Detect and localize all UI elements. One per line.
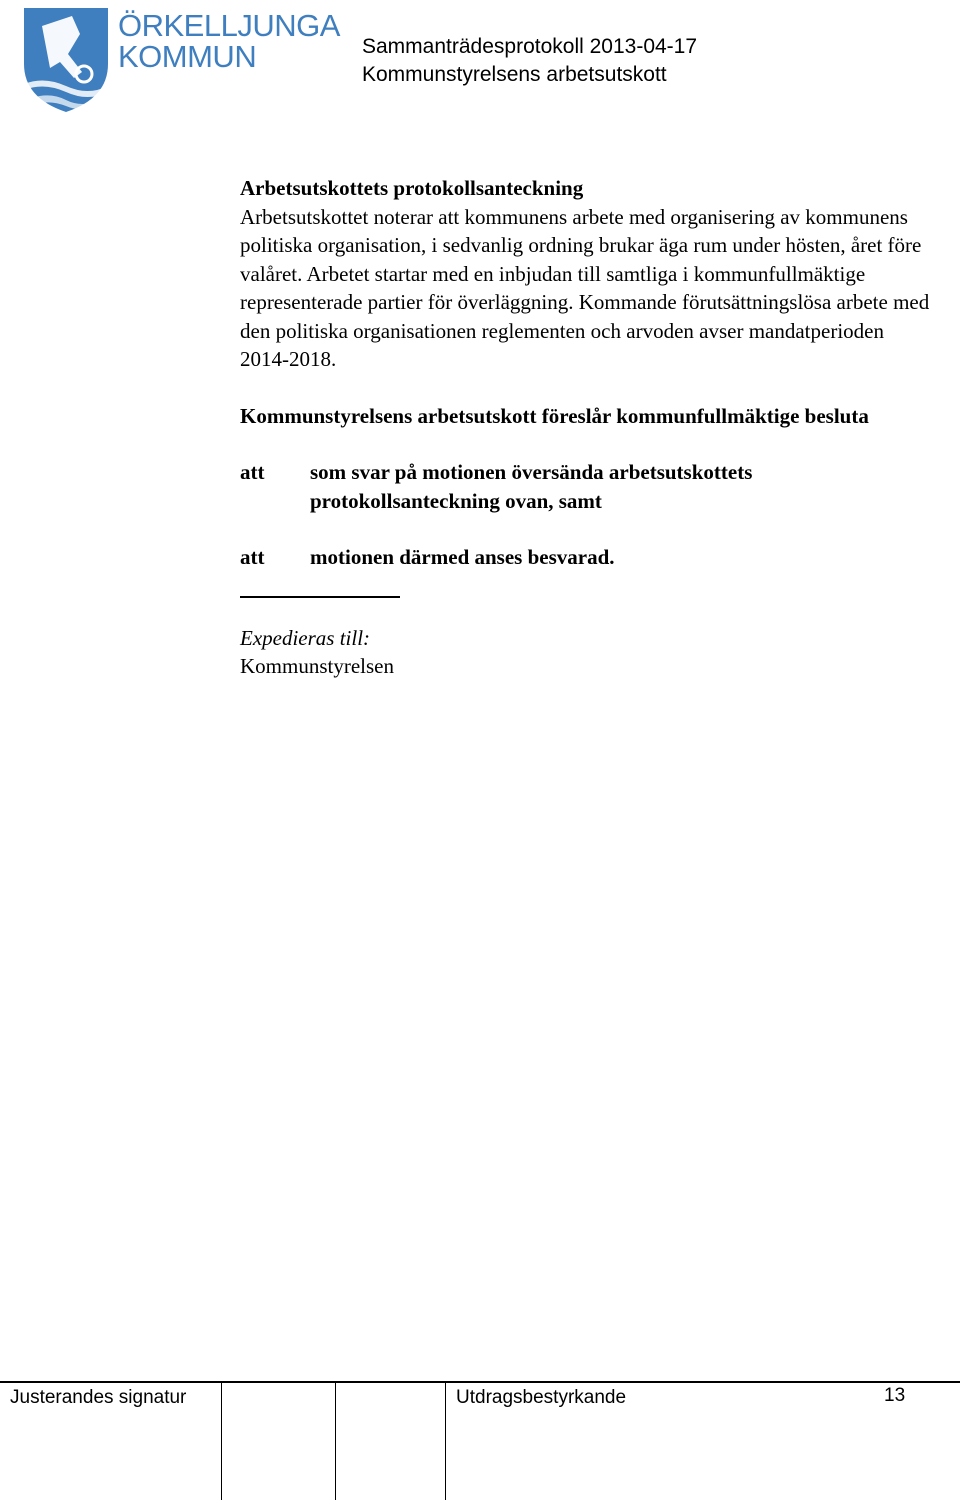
att-label: att xyxy=(240,460,265,484)
coat-of-arms-icon xyxy=(20,6,112,114)
kommun-logo xyxy=(20,6,340,116)
document-body xyxy=(240,174,930,681)
separator-line xyxy=(240,596,400,598)
footer-divider xyxy=(445,1383,446,1500)
header-title: Sammanträdesprotokoll 2013-04-17 xyxy=(362,35,698,58)
document-header xyxy=(362,33,697,89)
logo-line-2: KOMMUN xyxy=(118,39,257,74)
footer-divider xyxy=(335,1383,336,1500)
footer-divider xyxy=(221,1383,222,1500)
body-paragraph: Arbetsutskottet noterar att kommunens arbete med organisering av kommunens politiska organisation, i sedvanlig ordning brukar äga rum under hösten, året före valåret. Arbetet startar med en inbjudan till samtliga i kommunfullmäktige representerade partier för överläggning. Kommande förutsättningslösa arbete med den politiska organisationen reglementen och arvoden avser mandatperioden 2014-2018. xyxy=(240,204,930,371)
att-item xyxy=(240,458,930,515)
proposal-heading: Kommunstyrelsens arbetsutskott föreslår kommunfullmäktige besluta xyxy=(240,403,869,428)
expedieras-recipient: Kommunstyrelsen xyxy=(240,654,394,678)
att-item xyxy=(240,543,930,572)
expedieras-label: Expedieras till: xyxy=(240,625,371,650)
page-number: 13 xyxy=(884,1385,906,1406)
section-heading: Arbetsutskottets protokollsanteckning xyxy=(240,176,584,200)
justerandes-signatur-label: Justerandes signatur xyxy=(10,1387,187,1408)
att-label: att xyxy=(240,545,265,569)
logo-wordmark xyxy=(118,10,340,72)
att-text: motionen därmed anses besvarad. xyxy=(310,545,615,569)
signature-footer xyxy=(0,1381,960,1500)
att-text: som svar på motionen översända arbetsutskottets protokollsanteckning ovan, samt xyxy=(310,460,753,513)
logo-line-1: ÖRKELLJUNGA xyxy=(118,8,340,43)
header-subtitle: Kommunstyrelsens arbetsutskott xyxy=(362,63,667,86)
utdragsbestyrkande-label: Utdragsbestyrkande xyxy=(456,1387,627,1408)
